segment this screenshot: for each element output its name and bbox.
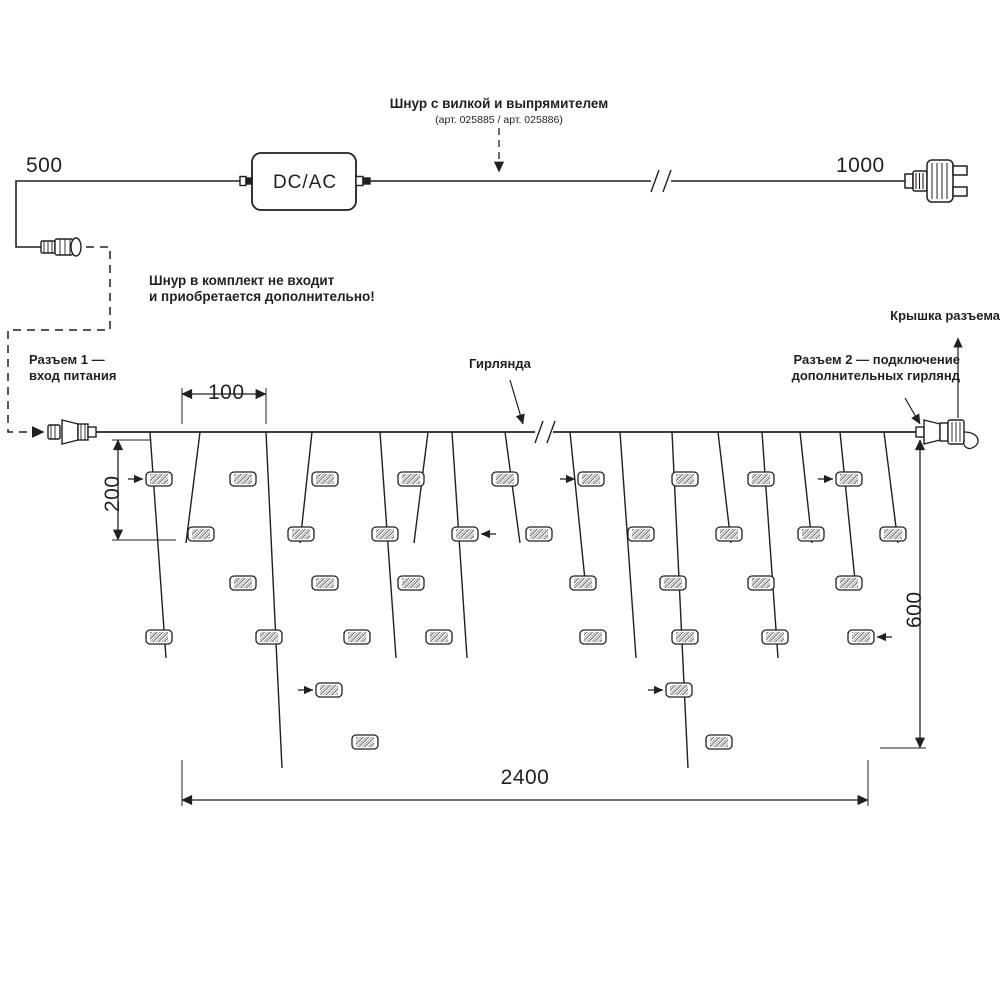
callout-connector-1-line2: вход питания [29, 367, 117, 383]
callout-connector-2 [660, 352, 960, 384]
not-included-note-line2: и приобретается дополнительно! [149, 289, 375, 305]
power-cord-label-line2: (арт. 025885 / арт. 025886) [435, 114, 563, 127]
not-included-note-line1: Шнур в комплект не входит [149, 273, 335, 288]
callout-connector-1 [29, 352, 116, 384]
dimension-left-cord: 500 [26, 154, 63, 177]
dimension-total-length: 2400 [500, 766, 550, 789]
dimension-drop-long: 600 [903, 591, 926, 628]
power-cord-label [347, 96, 651, 127]
callout-connector-cap: Крышка разъема [890, 308, 1000, 323]
dimension-drop-short: 200 [101, 475, 124, 512]
power-cord-label-line1: Шнур с вилкой и выпрямителем [389, 96, 609, 111]
dimension-right-cord: 1000 [836, 154, 885, 177]
callout-garland: Гирлянда [469, 356, 531, 371]
callout-connector-2-line2: дополнительных гирлянд [791, 367, 960, 383]
not-included-note [149, 273, 375, 306]
callout-connector-1-line1: Разъем 1 — [29, 352, 105, 367]
led-group [128, 472, 906, 749]
adapter-label: DC/AC [272, 172, 338, 193]
dimension-spacing: 100 [208, 381, 245, 404]
callout-connector-2-line1: Разъем 2 — подключение [793, 352, 960, 367]
